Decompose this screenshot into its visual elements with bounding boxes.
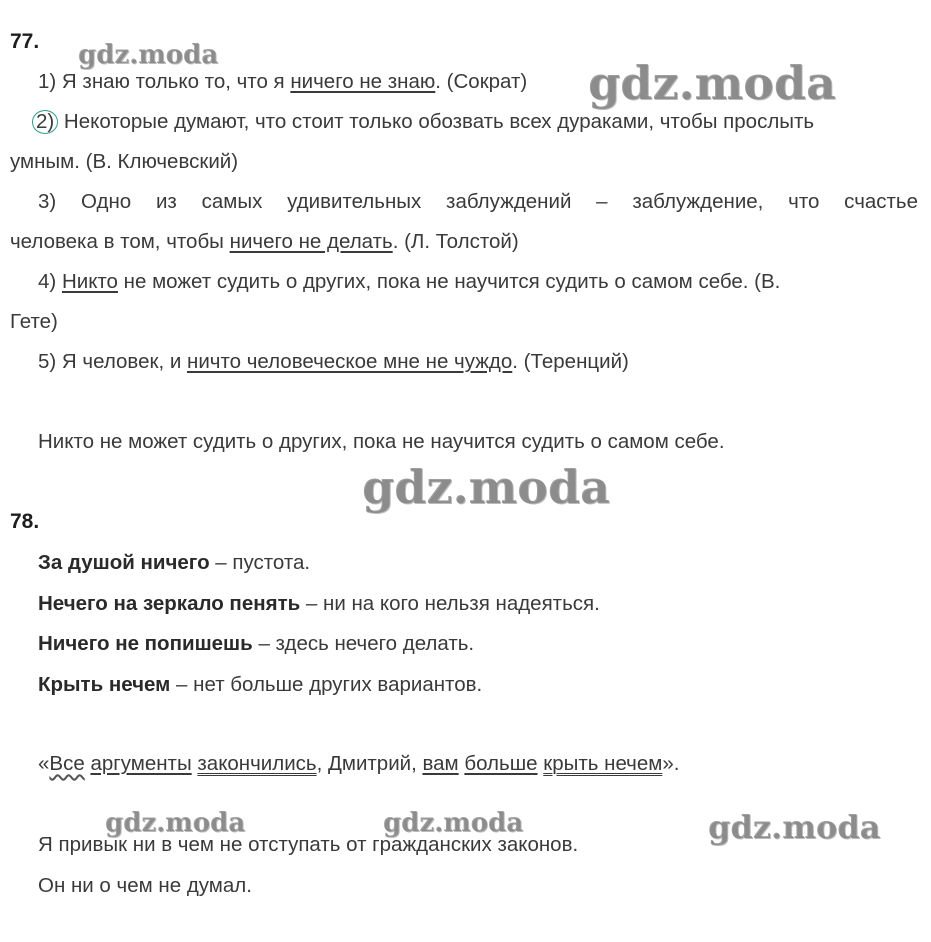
quote-word-5: больше [464, 752, 538, 775]
quote-mid: , Дмитрий, [316, 752, 423, 775]
quote-close: ». [662, 752, 680, 775]
phrase-1-bold: За душой ничего [38, 551, 210, 574]
watermark-4: gdz.moda [105, 808, 246, 838]
example-line-2: Он ни о чем не думал. [38, 874, 252, 897]
watermark-6: gdz.moda [708, 808, 881, 846]
exercise-77-number: 77. [10, 30, 40, 53]
quote-word-subject: Все [49, 752, 85, 775]
phrase-4-bold: Крыть нечем [38, 673, 171, 696]
sentence-2-line-2: умным. (В. Ключевский) [10, 150, 239, 173]
sentence-3-line-1: 3) Одно из самых удивительных заблуждений – заблуждение, что счастье [38, 190, 918, 213]
sentence-5-pre: 5) Я человек, и [38, 350, 187, 373]
sentence-4-line-2: Гете) [10, 310, 58, 333]
sentence-5-post: . (Теренций) [512, 350, 629, 373]
phrase-3 [38, 632, 918, 656]
phrase-3-bold: Ничего не попишешь [38, 632, 253, 655]
quote-word-4: вам [422, 752, 459, 775]
sentence-1-post: . (Сократ) [435, 70, 528, 93]
sentence-2-line-1 [38, 110, 918, 134]
sentence-3-pre: человека в том, чтобы [10, 230, 230, 253]
example-line-1: Я привык ни в чем не отступать от гражданских законов. [38, 833, 579, 856]
phrase-3-meaning: – здесь нечего делать. [252, 632, 475, 655]
phrase-2-meaning: – ни на кого нельзя надеяться. [300, 592, 600, 615]
sentence-3-line-2 [10, 230, 918, 254]
phrase-4 [38, 673, 918, 697]
quote-open: « [38, 752, 50, 775]
quote-word-2: аргументы [90, 752, 192, 775]
sentence-3-post: . (Л. Толстой) [392, 230, 519, 253]
sentence-5-underlined: ничто человеческое мне не чуждо [187, 350, 513, 373]
sentence-3-underlined: ничего не делать [229, 230, 393, 253]
circled-number-2: 2) [32, 110, 58, 134]
phrase-2 [38, 592, 918, 616]
watermark-5: gdz.moda [383, 808, 524, 838]
sentence-5 [38, 350, 918, 374]
phrase-1 [38, 551, 918, 575]
sentence-1-underlined: ничего не знаю [290, 70, 436, 93]
phrase-2-bold: Нечего на зеркало пенять [38, 592, 301, 615]
phrase-1-meaning: – пустота. [209, 551, 311, 574]
sentence-4-pre: 4) [38, 270, 62, 293]
sentence-2-text: Некоторые думают, что стоит только обозвать всех дураками, чтобы прослыть [58, 110, 815, 133]
exercise-78-number: 78. [10, 510, 40, 533]
answer-77: Никто не может судить о других, пока не научится судить о самом себе. [38, 430, 725, 453]
sentence-1-pre: 1) Я знаю только то, что я [38, 70, 291, 93]
quote-word-predicate: закончились [197, 752, 317, 775]
quote-word-6: крыть нечем [543, 752, 663, 775]
sentence-4-post: не может судить о других, пока не научится судить о самом себе. (В. [117, 270, 781, 293]
watermark-3: gdz.moda [362, 460, 610, 514]
quote-sentence [38, 752, 918, 776]
watermark-2: gdz.moda [588, 56, 836, 110]
phrase-4-meaning: – нет больше других вариантов. [170, 673, 483, 696]
watermark-1: gdz.moda [78, 40, 219, 70]
sentence-4-line-1 [38, 270, 918, 294]
sentence-4-underlined: Никто [61, 270, 118, 293]
